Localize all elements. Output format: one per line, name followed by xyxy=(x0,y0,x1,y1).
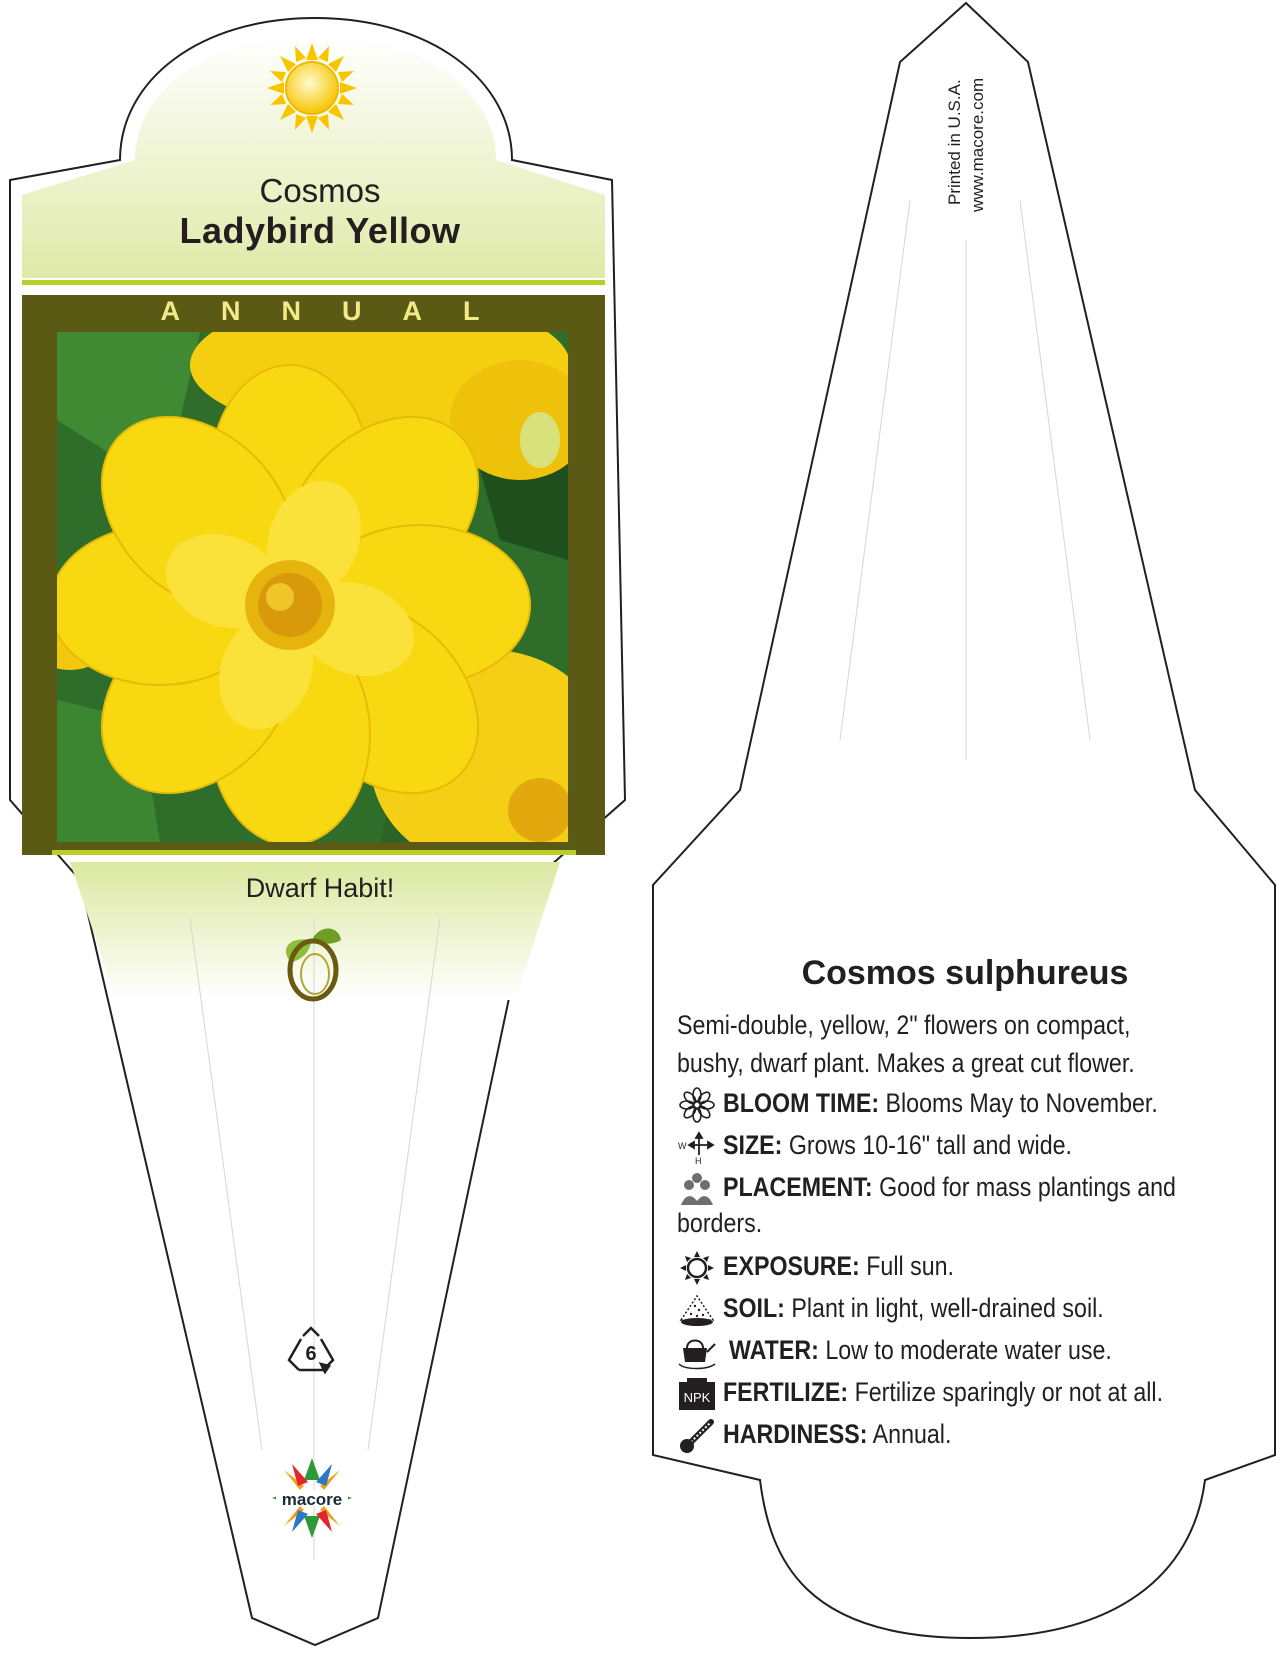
care-row-size xyxy=(677,1126,1277,1166)
care-value: Full sun. xyxy=(866,1251,955,1281)
flower-photo xyxy=(30,295,610,870)
care-label: HARDINESS: xyxy=(723,1419,868,1449)
care-label: SOIL: xyxy=(723,1293,785,1323)
care-value: Good for mass plantings and xyxy=(879,1172,1176,1202)
care-label: EXPOSURE: xyxy=(723,1251,860,1281)
thermometer-icon xyxy=(677,1418,717,1454)
watering-can-icon xyxy=(677,1334,717,1370)
care-value: Fertilize sparingly or not at all. xyxy=(854,1377,1164,1407)
care-label: BLOOM TIME: xyxy=(723,1088,880,1118)
brand-logo-text: macore xyxy=(281,1490,343,1509)
care-value: Low to moderate water use. xyxy=(825,1335,1112,1365)
fertilizer-icon-text: NPK xyxy=(683,1390,711,1405)
care-row-bloom-time xyxy=(677,1084,1277,1124)
care-row-hardiness xyxy=(677,1415,1277,1455)
recycle-number: 6 xyxy=(305,1343,317,1365)
care-label: FERTILIZE: xyxy=(723,1377,849,1407)
size-icon-w: W xyxy=(678,1141,687,1151)
plant-type-label: ANNUAL xyxy=(160,296,521,326)
fertilizer-icon xyxy=(677,1376,717,1412)
website-url: www.macore.com xyxy=(968,77,987,212)
variety-name: Ladybird Yellow xyxy=(179,210,461,251)
size-arrows-icon xyxy=(677,1129,717,1165)
care-label: PLACEMENT: xyxy=(723,1172,873,1202)
care-value: Blooms May to November. xyxy=(885,1088,1158,1118)
sun-icon xyxy=(677,1250,717,1286)
care-row-placement xyxy=(677,1168,1277,1208)
footer-rule xyxy=(52,850,576,855)
care-row-exposure xyxy=(677,1247,1277,1287)
soil-icon xyxy=(677,1292,717,1328)
description: Semi-double, yellow, 2" flowers on compact, bushy, dwarf plant. Makes a great cut flower. xyxy=(677,1010,1135,1078)
size-icon-h: H xyxy=(695,1156,702,1165)
flower-icon xyxy=(677,1087,717,1123)
care-label: WATER: xyxy=(729,1335,819,1365)
care-row-water xyxy=(677,1331,1277,1371)
botanical-name: Cosmos sulphureus xyxy=(801,954,1129,992)
care-row-soil xyxy=(677,1289,1277,1329)
care-label: SIZE: xyxy=(723,1130,783,1160)
care-value: Annual. xyxy=(872,1419,952,1449)
common-name: Cosmos xyxy=(259,172,381,209)
printed-in-usa: Printed in U.S.A. xyxy=(945,79,964,205)
care-value: Grows 10-16" tall and wide. xyxy=(788,1130,1072,1160)
placement-continuation: borders. xyxy=(677,1208,763,1238)
placement-icon xyxy=(677,1171,717,1207)
sun-logo xyxy=(267,43,357,133)
tagline: Dwarf Habit! xyxy=(245,873,395,903)
header-rule xyxy=(22,280,605,285)
care-value: Plant in light, well-drained soil. xyxy=(791,1293,1104,1323)
care-row-fertilize xyxy=(677,1373,1277,1413)
